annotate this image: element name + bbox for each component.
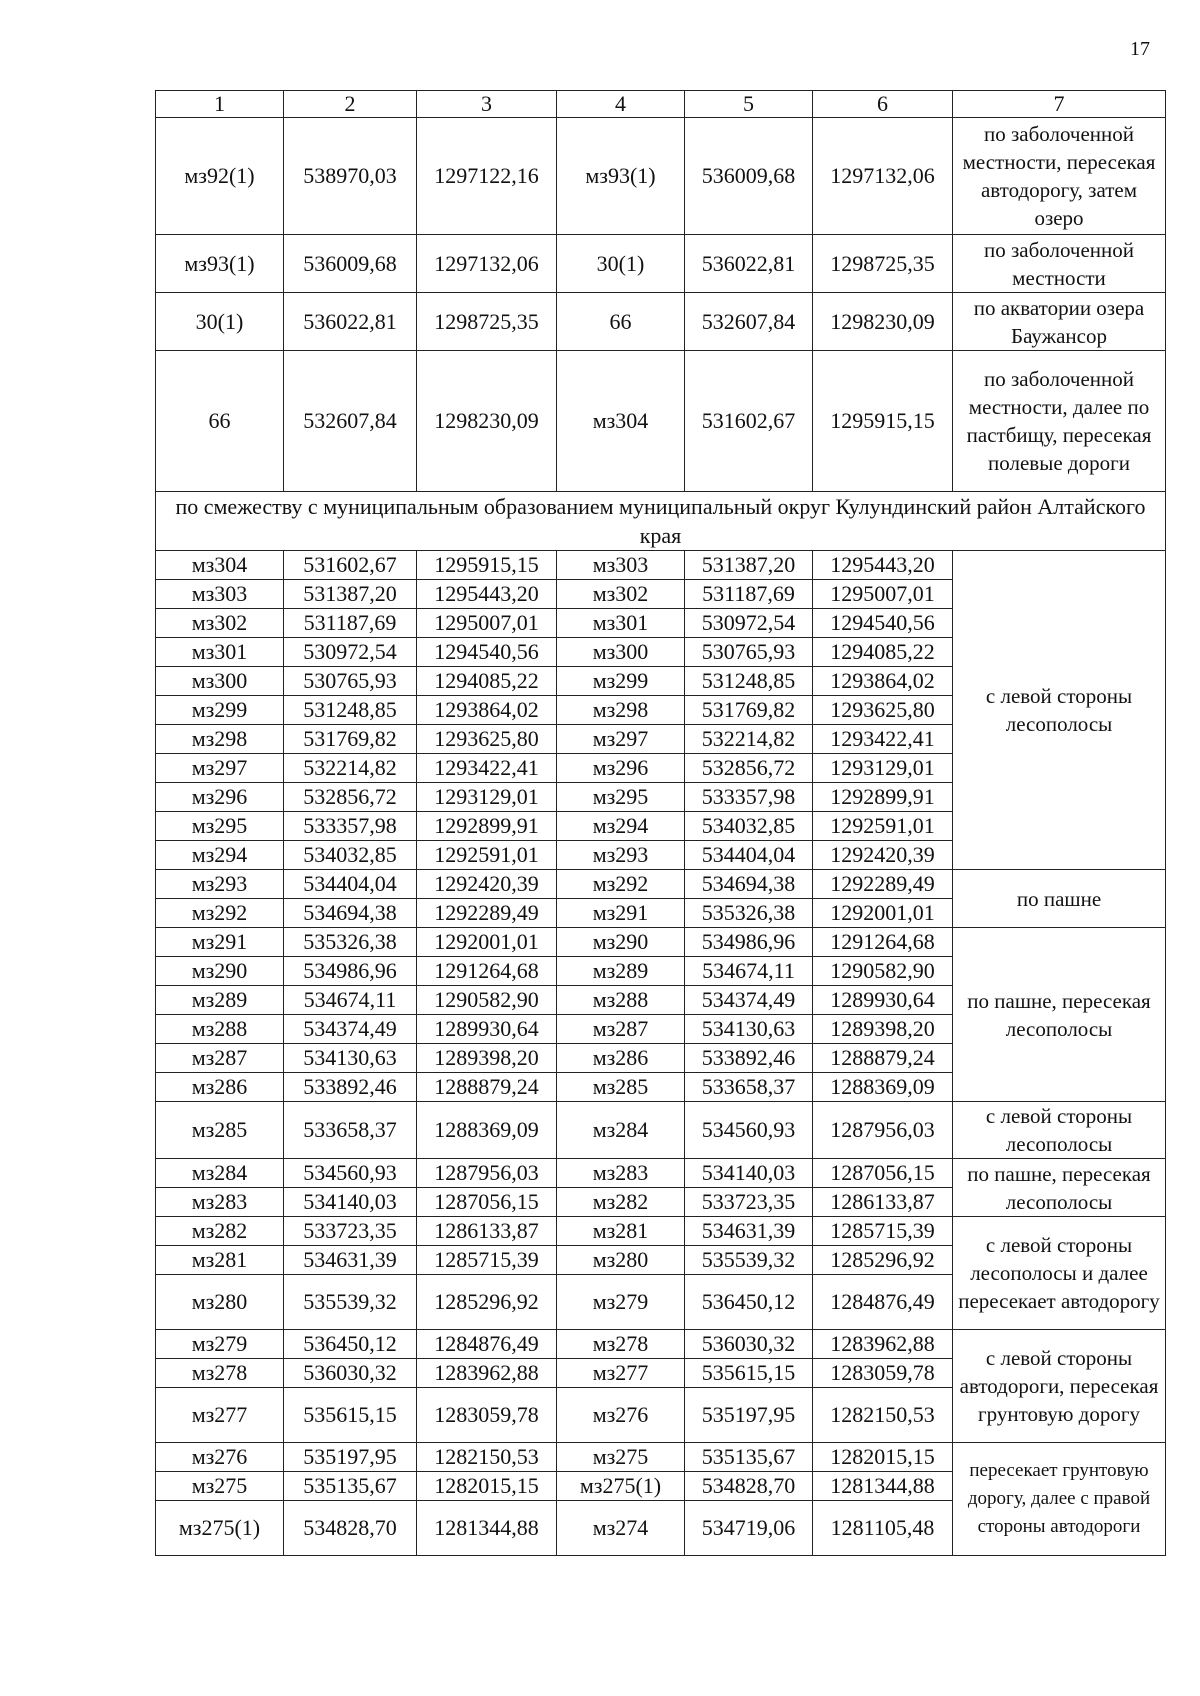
table-row: [156, 1102, 1166, 1159]
x-from: 531769,82: [284, 725, 417, 754]
point-to: мз275: [557, 1443, 685, 1472]
point-to: мз292: [557, 870, 685, 899]
point-from: мз291: [156, 928, 284, 957]
y-from: 1283059,78: [417, 1388, 557, 1443]
description: по пашне, пересекая лесополосы: [953, 1159, 1166, 1217]
y-from: 1287056,15: [417, 1188, 557, 1217]
y-to: 1293129,01: [813, 754, 953, 783]
x-from: 534674,11: [284, 986, 417, 1015]
x-to: 535197,95: [685, 1388, 813, 1443]
x-from: 535135,67: [284, 1472, 417, 1501]
y-from: 1286133,87: [417, 1217, 557, 1246]
point-to: мз290: [557, 928, 685, 957]
column-header: 7: [953, 91, 1166, 118]
y-to: 1281344,88: [813, 1472, 953, 1501]
y-from: 1293422,41: [417, 754, 557, 783]
x-from: 534404,04: [284, 870, 417, 899]
point-from: мз92(1): [156, 118, 284, 235]
column-header: 6: [813, 91, 953, 118]
point-from: мз290: [156, 957, 284, 986]
x-to: 532856,72: [685, 754, 813, 783]
point-from: мз289: [156, 986, 284, 1015]
y-from: 1292001,01: [417, 928, 557, 957]
y-from: 1297122,16: [417, 118, 557, 235]
y-to: 1297132,06: [813, 118, 953, 235]
column-header: 4: [557, 91, 685, 118]
x-from: 535539,32: [284, 1275, 417, 1330]
x-from: 535326,38: [284, 928, 417, 957]
x-to: 536022,81: [685, 235, 813, 293]
point-to: мз296: [557, 754, 685, 783]
point-to: мз298: [557, 696, 685, 725]
x-from: 534032,85: [284, 841, 417, 870]
y-to: 1292001,01: [813, 899, 953, 928]
point-from: мз275(1): [156, 1501, 284, 1556]
y-to: 1295007,01: [813, 580, 953, 609]
x-to: 534374,49: [685, 986, 813, 1015]
point-to: мз274: [557, 1501, 685, 1556]
y-from: 1295443,20: [417, 580, 557, 609]
point-from: мз275: [156, 1472, 284, 1501]
point-from: мз299: [156, 696, 284, 725]
y-from: 1292899,91: [417, 812, 557, 841]
point-to: мз277: [557, 1359, 685, 1388]
y-from: 1283962,88: [417, 1359, 557, 1388]
point-from: мз294: [156, 841, 284, 870]
x-to: 534694,38: [685, 870, 813, 899]
table-row: [156, 293, 1166, 351]
y-to: 1284876,49: [813, 1275, 953, 1330]
x-to: 534986,96: [685, 928, 813, 957]
point-to: мз287: [557, 1015, 685, 1044]
table-row: [156, 1330, 1166, 1359]
x-to: 532607,84: [685, 293, 813, 351]
point-to: мз293: [557, 841, 685, 870]
point-from: 30(1): [156, 293, 284, 351]
x-from: 531187,69: [284, 609, 417, 638]
point-from: мз278: [156, 1359, 284, 1388]
y-to: 1287956,03: [813, 1102, 953, 1159]
y-to: 1292289,49: [813, 870, 953, 899]
x-to: 533892,46: [685, 1044, 813, 1073]
point-to: мз275(1): [557, 1472, 685, 1501]
point-from: мз276: [156, 1443, 284, 1472]
point-from: мз283: [156, 1188, 284, 1217]
point-to: мз284: [557, 1102, 685, 1159]
y-from: 1290582,90: [417, 986, 557, 1015]
x-to: 534404,04: [685, 841, 813, 870]
x-to: 532214,82: [685, 725, 813, 754]
point-to: мз282: [557, 1188, 685, 1217]
description: с левой стороны автодороги, пересекая грунтовую дорогу: [953, 1330, 1166, 1443]
point-from: мз293: [156, 870, 284, 899]
y-to: 1285296,92: [813, 1246, 953, 1275]
y-to: 1292899,91: [813, 783, 953, 812]
point-to: 30(1): [557, 235, 685, 293]
description: по пашне, пересекая лесополосы: [953, 928, 1166, 1102]
description: по пашне: [953, 870, 1166, 928]
y-from: 1289930,64: [417, 1015, 557, 1044]
coordinates-table: [155, 90, 1166, 1556]
y-to: 1295915,15: [813, 351, 953, 492]
description: по заболоченной местности, пересекая автодорогу, затем озеро: [953, 118, 1166, 235]
y-from: 1293625,80: [417, 725, 557, 754]
x-from: 531387,20: [284, 580, 417, 609]
x-from: 535615,15: [284, 1388, 417, 1443]
point-from: мз288: [156, 1015, 284, 1044]
table-row: [156, 351, 1166, 492]
x-from: 534374,49: [284, 1015, 417, 1044]
x-from: 533658,37: [284, 1102, 417, 1159]
header-row: [156, 91, 1166, 118]
description: с левой стороны лесополосы и далее пересекает автодорогу: [953, 1217, 1166, 1330]
y-to: 1286133,87: [813, 1188, 953, 1217]
x-to: 534631,39: [685, 1217, 813, 1246]
point-from: мз304: [156, 551, 284, 580]
y-to: 1293864,02: [813, 667, 953, 696]
y-from: 1293129,01: [417, 783, 557, 812]
y-from: 1298230,09: [417, 351, 557, 492]
table-row: [156, 1443, 1166, 1472]
x-to: 534719,06: [685, 1501, 813, 1556]
y-to: 1282150,53: [813, 1388, 953, 1443]
x-to: 535326,38: [685, 899, 813, 928]
point-to: мз289: [557, 957, 685, 986]
x-to: 535539,32: [685, 1246, 813, 1275]
x-from: 534560,93: [284, 1159, 417, 1188]
point-to: мз281: [557, 1217, 685, 1246]
x-to: 533357,98: [685, 783, 813, 812]
y-to: 1294540,56: [813, 609, 953, 638]
description: с левой стороны лесополосы: [953, 1102, 1166, 1159]
table-row: [156, 870, 1166, 899]
point-to: мз294: [557, 812, 685, 841]
x-from: 535197,95: [284, 1443, 417, 1472]
y-from: 1287956,03: [417, 1159, 557, 1188]
point-from: мз282: [156, 1217, 284, 1246]
y-to: 1291264,68: [813, 928, 953, 957]
point-from: мз303: [156, 580, 284, 609]
table-row: [156, 551, 1166, 580]
point-to: мз280: [557, 1246, 685, 1275]
y-to: 1293625,80: [813, 696, 953, 725]
y-to: 1298725,35: [813, 235, 953, 293]
column-header: 2: [284, 91, 417, 118]
column-header: 5: [685, 91, 813, 118]
x-from: 530765,93: [284, 667, 417, 696]
y-from: 1295915,15: [417, 551, 557, 580]
point-to: мз301: [557, 609, 685, 638]
x-from: 533357,98: [284, 812, 417, 841]
page-number: 17: [1130, 38, 1150, 60]
point-from: мз279: [156, 1330, 284, 1359]
point-to: мз302: [557, 580, 685, 609]
description: по заболоченной местности: [953, 235, 1166, 293]
x-to: 534130,63: [685, 1015, 813, 1044]
x-from: 536450,12: [284, 1330, 417, 1359]
table-row: [156, 235, 1166, 293]
x-from: 538970,03: [284, 118, 417, 235]
description: по заболоченной местности, далее по пастбищу, пересекая полевые дороги: [953, 351, 1166, 492]
point-to: 66: [557, 293, 685, 351]
x-to: 531248,85: [685, 667, 813, 696]
x-to: 530972,54: [685, 609, 813, 638]
x-to: 531187,69: [685, 580, 813, 609]
x-from: 530972,54: [284, 638, 417, 667]
y-from: 1292591,01: [417, 841, 557, 870]
x-from: 534828,70: [284, 1501, 417, 1556]
y-to: 1294085,22: [813, 638, 953, 667]
y-to: 1285715,39: [813, 1217, 953, 1246]
x-to: 531387,20: [685, 551, 813, 580]
y-to: 1288369,09: [813, 1073, 953, 1102]
x-from: 534140,03: [284, 1188, 417, 1217]
y-to: 1290582,90: [813, 957, 953, 986]
table-row: [156, 1217, 1166, 1246]
y-to: 1292591,01: [813, 812, 953, 841]
point-to: мз291: [557, 899, 685, 928]
x-to: 534674,11: [685, 957, 813, 986]
point-from: мз300: [156, 667, 284, 696]
y-from: 1291264,68: [417, 957, 557, 986]
y-to: 1281105,48: [813, 1501, 953, 1556]
column-header: 1: [156, 91, 284, 118]
x-to: 536030,32: [685, 1330, 813, 1359]
y-to: 1292420,39: [813, 841, 953, 870]
x-from: 536009,68: [284, 235, 417, 293]
y-from: 1297132,06: [417, 235, 557, 293]
section-row: [156, 492, 1166, 551]
y-from: 1284876,49: [417, 1330, 557, 1359]
x-from: 531602,67: [284, 551, 417, 580]
point-to: мз295: [557, 783, 685, 812]
x-from: 534986,96: [284, 957, 417, 986]
point-to: мз276: [557, 1388, 685, 1443]
point-from: мз277: [156, 1388, 284, 1443]
x-from: 533892,46: [284, 1073, 417, 1102]
point-to: мз297: [557, 725, 685, 754]
point-from: мз298: [156, 725, 284, 754]
description: по акватории озера Баужансор: [953, 293, 1166, 351]
y-from: 1282150,53: [417, 1443, 557, 1472]
y-to: 1295443,20: [813, 551, 953, 580]
y-from: 1294540,56: [417, 638, 557, 667]
y-from: 1285715,39: [417, 1246, 557, 1275]
y-from: 1282015,15: [417, 1472, 557, 1501]
table-row: [156, 118, 1166, 235]
point-from: мз292: [156, 899, 284, 928]
y-to: 1283962,88: [813, 1330, 953, 1359]
x-to: 534140,03: [685, 1159, 813, 1188]
point-to: мз278: [557, 1330, 685, 1359]
point-from: мз281: [156, 1246, 284, 1275]
y-from: 1288879,24: [417, 1073, 557, 1102]
point-to: мз304: [557, 351, 685, 492]
point-from: мз93(1): [156, 235, 284, 293]
point-from: мз296: [156, 783, 284, 812]
x-to: 533658,37: [685, 1073, 813, 1102]
section-title: по смежеству с муниципальным образованием муниципальный округ Кулундинский район Алтайского края: [156, 492, 1166, 551]
description: пересекает грунтовую дорогу, далее с правой стороны автодороги: [953, 1443, 1166, 1556]
y-to: 1288879,24: [813, 1044, 953, 1073]
table-row: [156, 928, 1166, 957]
y-to: 1283059,78: [813, 1359, 953, 1388]
column-header: 3: [417, 91, 557, 118]
y-from: 1288369,09: [417, 1102, 557, 1159]
point-from: мз280: [156, 1275, 284, 1330]
y-from: 1295007,01: [417, 609, 557, 638]
point-from: мз301: [156, 638, 284, 667]
point-to: мз279: [557, 1275, 685, 1330]
point-to: мз303: [557, 551, 685, 580]
x-from: 532607,84: [284, 351, 417, 492]
x-to: 534032,85: [685, 812, 813, 841]
x-to: 535615,15: [685, 1359, 813, 1388]
x-to: 530765,93: [685, 638, 813, 667]
point-to: мз300: [557, 638, 685, 667]
x-from: 532856,72: [284, 783, 417, 812]
point-to: мз288: [557, 986, 685, 1015]
y-to: 1298230,09: [813, 293, 953, 351]
x-from: 536022,81: [284, 293, 417, 351]
x-from: 534631,39: [284, 1246, 417, 1275]
y-from: 1289398,20: [417, 1044, 557, 1073]
y-from: 1292420,39: [417, 870, 557, 899]
x-to: 531769,82: [685, 696, 813, 725]
y-to: 1289398,20: [813, 1015, 953, 1044]
x-to: 536450,12: [685, 1275, 813, 1330]
x-to: 534560,93: [685, 1102, 813, 1159]
y-to: 1293422,41: [813, 725, 953, 754]
point-from: мз295: [156, 812, 284, 841]
description: с левой стороны лесополосы: [953, 551, 1166, 870]
y-from: 1298725,35: [417, 293, 557, 351]
point-from: мз284: [156, 1159, 284, 1188]
x-to: 531602,67: [685, 351, 813, 492]
x-from: 532214,82: [284, 754, 417, 783]
point-from: мз286: [156, 1073, 284, 1102]
point-from: мз302: [156, 609, 284, 638]
x-to: 533723,35: [685, 1188, 813, 1217]
y-to: 1289930,64: [813, 986, 953, 1015]
y-to: 1282015,15: [813, 1443, 953, 1472]
x-from: 536030,32: [284, 1359, 417, 1388]
x-from: 534130,63: [284, 1044, 417, 1073]
x-from: 534694,38: [284, 899, 417, 928]
y-from: 1293864,02: [417, 696, 557, 725]
point-to: мз299: [557, 667, 685, 696]
x-to: 535135,67: [685, 1443, 813, 1472]
point-to: мз283: [557, 1159, 685, 1188]
point-from: мз287: [156, 1044, 284, 1073]
point-to: мз93(1): [557, 118, 685, 235]
point-from: 66: [156, 351, 284, 492]
x-from: 533723,35: [284, 1217, 417, 1246]
y-from: 1285296,92: [417, 1275, 557, 1330]
y-from: 1294085,22: [417, 667, 557, 696]
point-from: мз285: [156, 1102, 284, 1159]
y-from: 1281344,88: [417, 1501, 557, 1556]
point-to: мз286: [557, 1044, 685, 1073]
y-to: 1287056,15: [813, 1159, 953, 1188]
point-to: мз285: [557, 1073, 685, 1102]
y-from: 1292289,49: [417, 899, 557, 928]
x-to: 534828,70: [685, 1472, 813, 1501]
point-from: мз297: [156, 754, 284, 783]
table-row: [156, 1159, 1166, 1188]
x-from: 531248,85: [284, 696, 417, 725]
x-to: 536009,68: [685, 118, 813, 235]
